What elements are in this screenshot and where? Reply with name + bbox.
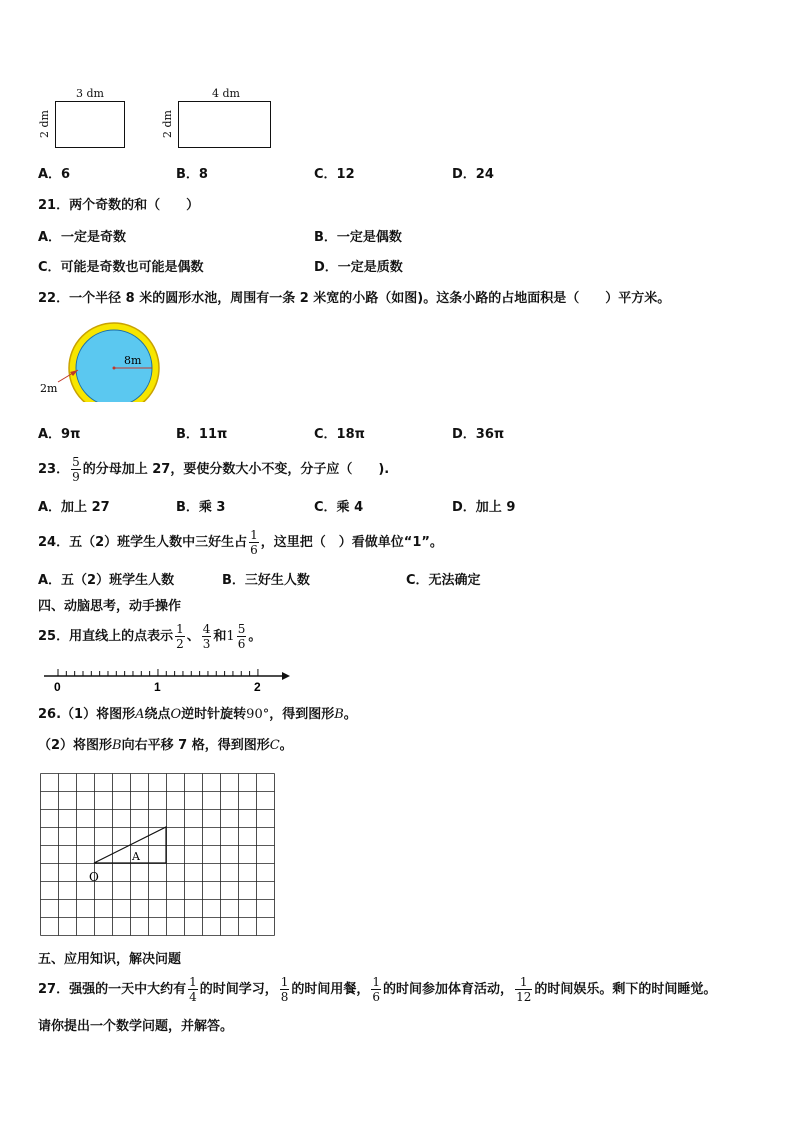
- rectangle-3x2: [55, 101, 125, 148]
- radius-label: 8m: [124, 354, 142, 367]
- q20-option-c: C．12: [314, 167, 355, 182]
- q21-option-a: A．一定是奇数: [38, 230, 127, 245]
- section-heading-4: 四、动脑思考，动手操作: [38, 599, 182, 614]
- q26-part-1: 26.（1）将图形A绕点O逆时针旋转90°，得到图形B。: [38, 707, 357, 722]
- axis-arrow: [282, 672, 290, 680]
- q22-option-b: B．11π: [176, 427, 228, 442]
- q25-question: 25．用直线上的点表示 $\frac{1}{2}$ 、 $\frac{4}{3}$ 和1 $\frac{5}{6}$ 。: [38, 622, 262, 651]
- dim-label-side: 2 dm: [38, 110, 51, 138]
- pool-figure: [36, 322, 166, 402]
- label-o: O: [89, 870, 99, 884]
- q21-option-b: B．一定是偶数: [314, 230, 402, 245]
- fraction: $\frac{1}{6}$: [250, 528, 258, 557]
- dim-label-top: 4 dm: [212, 87, 240, 100]
- axis-label-0: 0: [54, 680, 61, 694]
- q23-question: 23． $\frac{5}{9}$ 的分母加上 27，要使分数大小不变，分子应（ ).: [38, 455, 390, 484]
- q27-question: 27．强强的一天中大约有 $\frac{1}{4}$ 的时间学习， $\frac{1}{8}$ 的时间用餐， $\frac{1}{6}$ 的时间参加体育活动， $\frac{1}{12}$ 的时间娱乐。剩下的时间睡觉。: [38, 975, 717, 1004]
- q27-line-2: 请你提出一个数学问题，并解答。: [38, 1019, 234, 1034]
- dim-label-side: 2 dm: [161, 110, 174, 138]
- rectangle-4x2: [178, 101, 271, 148]
- q22-option-d: D．36π: [452, 427, 505, 442]
- grid-figure: [40, 773, 280, 939]
- q22-question: 22．一个半径 8 米的圆形水池，周围有一条 2 米宽的小路（如图)。这条小路的占地面积是（ ）平方米。: [38, 291, 671, 306]
- fraction: $\frac{5}{9}$: [72, 455, 80, 484]
- dim-label-top: 3 dm: [76, 87, 104, 100]
- q23-option-d: D．加上 9: [452, 500, 516, 515]
- q20-option-b: B．8: [176, 167, 208, 182]
- number-line-ticks: [58, 669, 258, 676]
- path-label: 2m: [40, 382, 58, 395]
- q24-question: 24．五（2）班学生人数中三好生占 $\frac{1}{6}$ ，这里把（ ）看做单位“1”。: [38, 528, 443, 557]
- q23-option-c: C．乘 4: [314, 500, 364, 515]
- q20-option-d: D．24: [452, 167, 494, 182]
- axis-label-2: 2: [254, 680, 261, 694]
- q24-option-b: B．三好生人数: [222, 573, 310, 588]
- square-grid: [41, 774, 275, 936]
- q22-option-a: A．9π: [38, 427, 81, 442]
- section-heading-5: 五、应用知识，解决问题: [38, 952, 182, 967]
- q21-option-d: D．一定是质数: [314, 260, 403, 275]
- center-dot: [113, 367, 116, 370]
- q23-option-a: A．加上 27: [38, 500, 110, 515]
- q24-option-c: C．无法确定: [406, 573, 481, 588]
- q22-option-c: C．18π: [314, 427, 365, 442]
- q23-option-b: B．乘 3: [176, 500, 226, 515]
- axis-label-1: 1: [154, 680, 161, 694]
- triangle-a: [94, 827, 166, 863]
- q26-part-2: （2）将图形B向右平移 7 格，得到图形C。: [38, 738, 293, 753]
- q20-option-a: A．6: [38, 167, 71, 182]
- q21-question: 21．两个奇数的和（ ）: [38, 198, 200, 213]
- number-line: [40, 662, 296, 694]
- label-a: A: [132, 850, 140, 863]
- q21-option-c: C．可能是奇数也可能是偶数: [38, 260, 204, 275]
- q24-option-a: A．五（2）班学生人数: [38, 573, 175, 588]
